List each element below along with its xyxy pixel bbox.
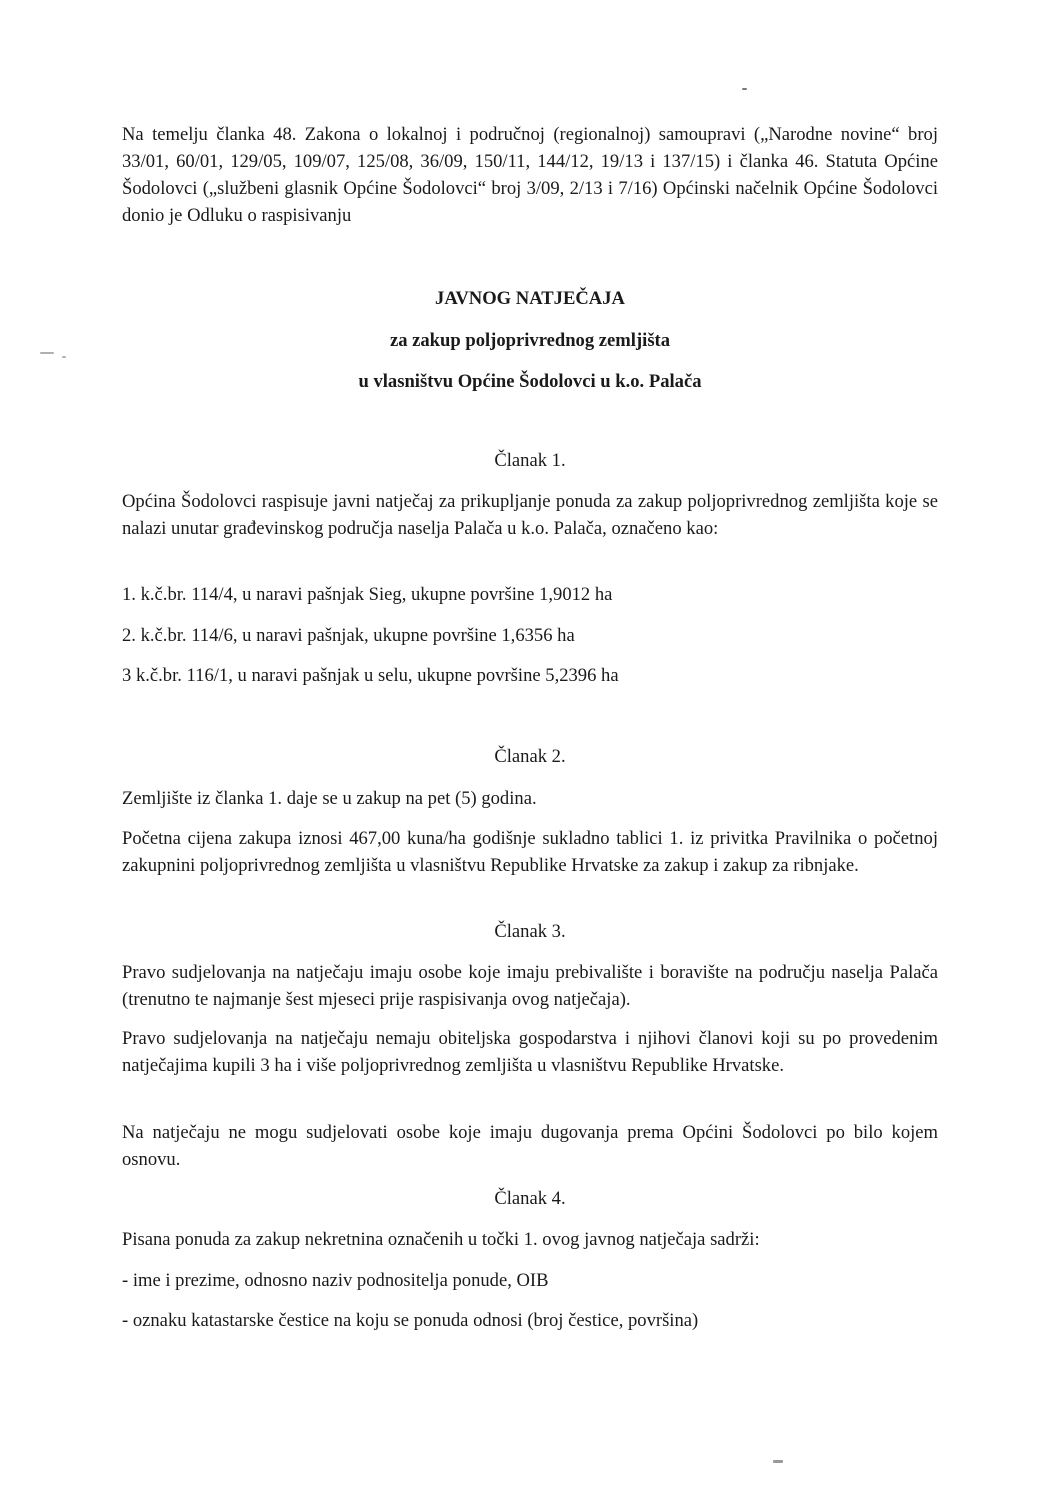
scan-speck — [62, 356, 66, 358]
article-4-text: Pisana ponuda za zakup nekretnina označenih u točki 1. ovog javnog natječaja sadrži: — [122, 1229, 760, 1250]
article-1-item-3: 3 k.č.br. 116/1, u naravi pašnjak u selu, ukupne površine 5,2396 ha — [122, 665, 619, 686]
intro-paragraph: Na temelju članka 48. Zakona o lokalnoj i područnoj (regionalnoj) samoupravi („Narodne novine“ broj 33/01, 60/01, 129/05, 109/07, 125/08, 36/09, 150/11, 144/12, 19/13 i 137/15) i članka 46. Statuta Općine Šodolovci („službeni glasnik Općine Šodolovci“ broj 3/09, 2/13 i 7/16) Općinski načelnik Općine Šodolovci donio je Odluku o raspisivanju — [122, 124, 938, 226]
scan-speck — [773, 1460, 783, 1463]
article-3-text-2: Pravo sudjelovanja na natječaju nemaju obiteljska gospodarstva i njihovi članovi koji su po provedenim natječajima kupili 3 ha i više poljoprivrednog zemljišta u vlasništvu Republike Hrvatske. — [122, 1028, 938, 1076]
article-1-item-1: 1. k.č.br. 114/4, u naravi pašnjak Sieg, ukupne površine 1,9012 ha — [122, 584, 613, 605]
scan-speck — [40, 352, 54, 354]
article-1-text: Općina Šodolovci raspisuje javni natječaj za prikupljanje ponuda za zakup poljoprivrednog zemljišta koje se nalazi unutar građevinskog područja naselja Palača u k.o. Palača, označeno kao: — [122, 491, 938, 539]
article-4-heading: Članak 4. — [494, 1188, 566, 1209]
article-1-heading: Članak 1. — [494, 450, 566, 471]
article-2-text-2: Početna cijena zakupa iznosi 467,00 kuna/ha godišnje sukladno tablici 1. iz privitka Pravilnika o početnoj zakupnini poljoprivrednog zemljišta u vlasništvu Republike Hrvatske za zakup i zakup za ribnjake. — [122, 828, 938, 876]
article-3-text-3: Na natječaju ne mogu sudjelovati osobe koje imaju dugovanja prema Općini Šodolovci po bilo kojem osnovu. — [122, 1122, 938, 1170]
article-3-heading: Članak 3. — [494, 921, 566, 942]
document-subtitle-line-2: u vlasništvu Općine Šodolovci u k.o. Palača — [358, 371, 702, 392]
article-1-item-2: 2. k.č.br. 114/6, u naravi pašnjak, ukupne površine 1,6356 ha — [122, 625, 575, 646]
article-3-text-1: Pravo sudjelovanja na natječaju imaju osobe koje imaju prebivalište i boravište na području naselja Palača (trenutno te najmanje šest mjeseci prije raspisivanja ovog natječaja). — [122, 962, 938, 1010]
article-2-heading: Članak 2. — [494, 746, 566, 767]
article-4-item-1: - ime i prezime, odnosno naziv podnositelja ponude, OIB — [122, 1270, 549, 1291]
document-title: JAVNOG NATJEČAJA — [435, 288, 625, 309]
article-4-item-2: - oznaku katastarske čestice na koju se ponuda odnosi (broj čestice, površina) — [122, 1310, 699, 1331]
article-2-text-1: Zemljište iz članka 1. daje se u zakup na pet (5) godina. — [122, 788, 537, 809]
scan-speck — [742, 88, 747, 90]
document-subtitle-line-1: za zakup poljoprivrednog zemljišta — [389, 330, 671, 351]
